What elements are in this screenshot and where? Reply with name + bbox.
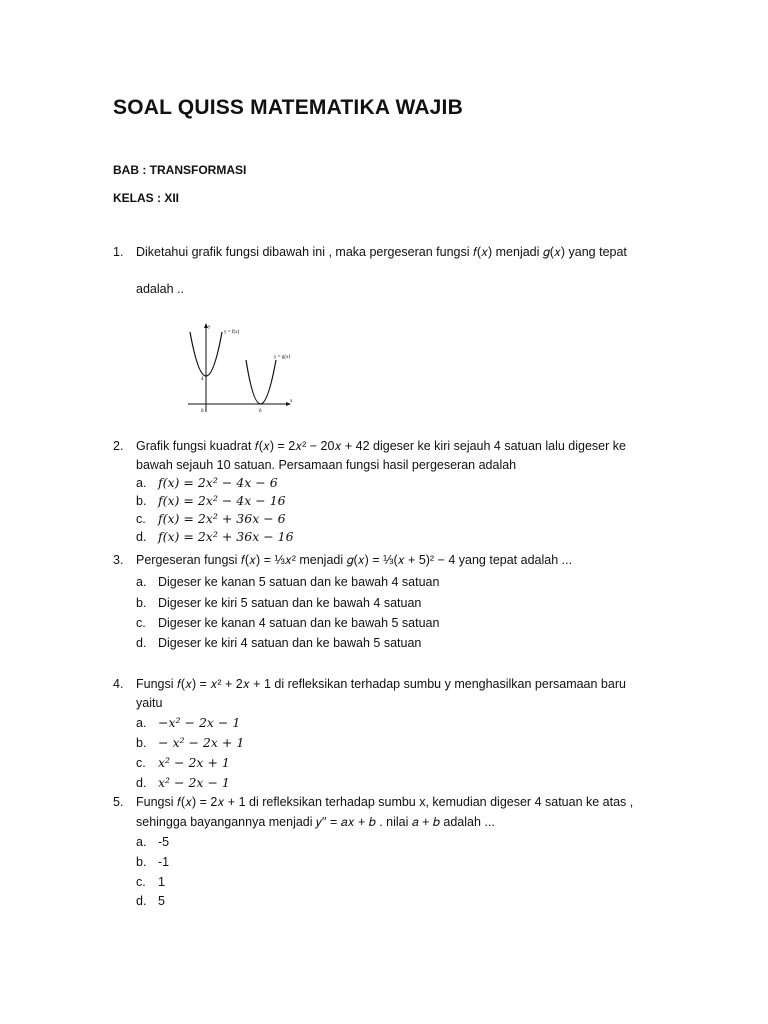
question-5-option-b-letter: b.	[136, 855, 147, 869]
question-5-option-b: -1	[158, 855, 170, 869]
question-4-option-d: 𝑥² − 2𝑥 − 1	[158, 775, 230, 790]
document-title: SOAL QUISS MATEMATIKA WAJIB	[113, 96, 463, 119]
question-2-option-c: 𝑓(𝑥) = 2𝑥² + 36𝑥 − 6	[158, 511, 286, 526]
graph-x-tick-label: 6	[259, 409, 262, 414]
question-2-text-line-1: Grafik fungsi kuadrat 𝑓(𝑥) = 2𝑥² − 20𝑥 + 42 digeser ke kiri sejauh 4 satuan lalu digeser ke	[136, 439, 626, 453]
question-2-option-c-letter: c.	[136, 512, 146, 526]
question-4-option-b-letter: b.	[136, 736, 147, 750]
question-1-graph	[180, 320, 296, 416]
question-5-option-d: 5	[158, 894, 165, 908]
question-1-text-line-1: Diketahui grafik fungsi dibawah ini , maka pergeseran fungsi 𝑓(𝑥) menjadi 𝑔(𝑥) yang tepat	[136, 245, 627, 259]
question-4-option-b: − 𝑥² − 2𝑥 + 1	[158, 735, 245, 750]
question-4-option-a: −𝑥² − 2𝑥 − 1	[158, 715, 241, 730]
question-3-option-b-letter: b.	[136, 596, 147, 610]
question-3-number: 3.	[113, 553, 124, 567]
question-3-option-a-letter: a.	[136, 575, 147, 589]
question-3-option-b: Digeser ke kiri 5 satuan dan ke bawah 4 satuan	[158, 596, 422, 610]
question-3-option-a: Digeser ke kanan 5 satuan dan ke bawah 4 satuan	[158, 575, 440, 589]
question-4-option-a-letter: a.	[136, 716, 147, 730]
question-3-option-c: Digeser ke kanan 4 satuan dan ke bawah 5 satuan	[158, 616, 440, 630]
graph-origin-label: 0	[201, 409, 204, 414]
question-5-number: 5.	[113, 795, 124, 809]
question-4-number: 4.	[113, 677, 124, 691]
question-5-text-line-2: sehingga bayangannya menjadi 𝑦′′ = 𝑎𝑥 + 𝑏 . nilai 𝑎 + 𝑏 adalah ...	[136, 815, 495, 829]
question-2-option-a: 𝑓(𝑥) = 2𝑥² − 4𝑥 − 6	[158, 475, 278, 490]
question-1-text-line-2: adalah ..	[136, 282, 184, 296]
class-label: KELAS : XII	[113, 191, 180, 205]
question-5-text-line-1: Fungsi 𝑓(𝑥) = 2𝑥 + 1 di refleksikan terhadap sumbu x, kemudian digeser 4 satuan ke atas ,	[136, 795, 634, 809]
question-5-option-a-letter: a.	[136, 835, 147, 849]
question-5-option-c: 1	[158, 875, 165, 889]
question-4-option-c: 𝑥² − 2𝑥 + 1	[158, 755, 230, 770]
question-5-option-c-letter: c.	[136, 875, 146, 889]
question-2-option-d-letter: d.	[136, 530, 147, 544]
graph-axis-y-label: y	[208, 325, 211, 330]
chapter-label: BAB : TRANSFORMASI	[113, 163, 247, 177]
graph-y-tick-label: 4	[201, 377, 204, 382]
question-2-text-line-2: bawah sejauh 10 satuan. Persamaan fungsi hasil pergeseran adalah	[136, 458, 517, 472]
question-5-option-a: -5	[158, 835, 170, 849]
graph-label-f: y = f(x)	[224, 330, 240, 335]
question-1-number: 1.	[113, 245, 124, 259]
question-4-option-d-letter: d.	[136, 776, 147, 790]
question-2-number: 2.	[113, 439, 124, 453]
question-2-option-d: 𝑓(𝑥) = 2𝑥² + 36𝑥 − 16	[158, 529, 294, 544]
question-2-option-a-letter: a.	[136, 476, 147, 490]
question-4-option-c-letter: c.	[136, 756, 146, 770]
question-4-text-line-1: Fungsi 𝑓(𝑥) = 𝑥² + 2𝑥 + 1 di refleksikan terhadap sumbu y menghasilkan persamaan baru	[136, 677, 626, 691]
question-3-option-d: Digeser ke kiri 4 satuan dan ke bawah 5 satuan	[158, 636, 422, 650]
question-4-text-line-2: yaitu	[136, 696, 163, 710]
graph-curve-g	[246, 360, 276, 404]
question-5-option-d-letter: d.	[136, 894, 147, 908]
question-2-option-b-letter: b.	[136, 494, 147, 508]
question-3-option-d-letter: d.	[136, 636, 147, 650]
question-2-option-b: 𝑓(𝑥) = 2𝑥² − 4𝑥 − 16	[158, 493, 286, 508]
question-3-option-c-letter: c.	[136, 616, 146, 630]
graph-axis-x-label: x	[290, 399, 293, 404]
question-3-text-line-1: Pergeseran fungsi 𝑓(𝑥) = ⅓𝑥² menjadi 𝑔(𝑥) = ⅓(𝑥 + 5)² − 4 yang tepat adalah ...	[136, 553, 573, 567]
graph-label-g: y = g(x)	[274, 355, 291, 360]
